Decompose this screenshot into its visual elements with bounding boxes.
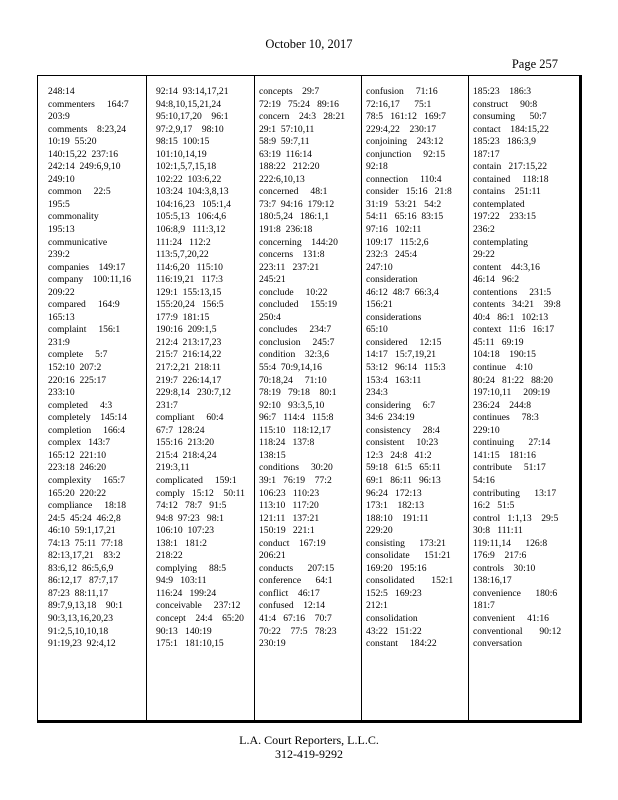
index-entry-line: 230:19 [259, 638, 286, 650]
index-entry-line: communicative [48, 236, 108, 248]
index-entry-line: considered 12:15 [366, 336, 442, 348]
index-entry-line: 63:19 116:14 [259, 148, 312, 160]
index-entry-line: 116:24 199:24 [156, 587, 217, 599]
index-entry-line: 34:6 234:19 [366, 412, 415, 424]
index-entry-line: content 44:3,16 [473, 261, 540, 273]
reporter-phone: 312-419-9292 [275, 747, 343, 761]
index-entry-line: 104:16,23 105:1,4 [156, 198, 231, 210]
index-entry-line: consideration [366, 274, 418, 286]
index-entry-line: 233:10 [48, 387, 75, 399]
index-entry-line: compliance 18:18 [48, 500, 127, 512]
column-divider [361, 76, 362, 720]
index-entry-line: 39:1 76:19 77:2 [259, 474, 332, 486]
index-entry-line: 185:23 186:3 [473, 86, 532, 97]
index-entry-line: controls 30:10 [473, 562, 536, 574]
index-entry-line: 55:4 70:9,14,16 [259, 362, 322, 374]
index-entry-line: 97:2,9,17 98:10 [156, 123, 224, 135]
index-entry-line: compliant 60:4 [156, 412, 224, 424]
index-entry-line: 249:10 [48, 173, 75, 185]
index-entry-line: concepts 29:7 [259, 86, 320, 97]
index-entry-line: continuing 27:14 [473, 437, 551, 449]
index-entry-line: 31:19 53:21 54:2 [366, 198, 442, 210]
index-entry-line: 141:15 181:16 [473, 449, 536, 461]
index-entry-line: 92:10 93:3,5,10 [259, 399, 325, 411]
index-entry-line: 188:10 191:11 [366, 512, 429, 524]
index-entry-line: 74:13 75:11 77:18 [48, 537, 123, 549]
index-entry-line: continue 4:10 [473, 362, 533, 374]
index-entry-line: 78:5 161:12 169:7 [366, 111, 446, 123]
index-entry-line: comments 8:23,24 [48, 123, 127, 135]
index-entry-line: 106:23 110:23 [259, 487, 320, 499]
index-entry-line: 176:9 217:6 [473, 550, 527, 562]
index-entry-line: 165:13 [48, 311, 75, 323]
index-entry-line: 16:2 51:5 [473, 500, 515, 512]
index-entry-line: 197:22 233:15 [473, 211, 536, 223]
index-entry-line: 222:6,10,13 [259, 173, 305, 185]
index-entry-line: 247:10 [366, 261, 393, 273]
index-entry-line: 74:12 78:7 91:5 [156, 500, 227, 512]
index-entry-line: 229:8,14 230:7,12 [156, 387, 231, 399]
index-entry-line: 92:18 [366, 161, 388, 173]
index-entry-line: 92:14 93:14,17,21 [156, 86, 229, 97]
index-entry-line: 10:19 55:20 [48, 136, 97, 148]
index-entry-line: 155:16 213:20 [156, 437, 215, 449]
index-entry-line: 215:4 218:4,24 [156, 449, 217, 461]
index-entry-line: contribute 51:17 [473, 462, 546, 474]
index-entry-line: 190:16 209:1,5 [156, 324, 217, 336]
index-entry-line: 106:10 107:23 [156, 525, 215, 537]
index-entry-line: 195:13 [48, 224, 75, 236]
index-entry-line: control 1:1,13 29:5 [473, 512, 559, 524]
index-column-3 [259, 86, 345, 651]
index-entry-line: contemplating [473, 236, 528, 248]
index-entry-line: 82:13,17,21 83:2 [48, 550, 121, 562]
index-entry-line: conclusion 245:7 [259, 336, 335, 348]
index-entry-line: consistent 10:23 [366, 437, 439, 449]
index-entry-line: common 22:5 [48, 186, 111, 198]
index-entry-line: 78:19 79:18 80:1 [259, 387, 337, 399]
index-entry-line: 229:20 [366, 525, 393, 537]
index-entry-line: conversation [473, 638, 523, 650]
index-entry-line: 165:20 220:22 [48, 487, 107, 499]
index-entry-line: commenters 164:7 [48, 98, 129, 110]
index-entry-line: connection 110:4 [366, 173, 442, 185]
index-entry-line: 177:9 181:15 [156, 311, 210, 323]
index-entry-line: 173:1 182:13 [366, 500, 425, 512]
index-entry-line: 140:15,22 237:16 [48, 148, 119, 160]
index-entry-line: commonality [48, 211, 99, 223]
index-entry-line: 218:22 [156, 550, 183, 562]
index-entry-line: conceivable 237:12 [156, 600, 241, 612]
index-entry-line: 109:17 115:2,6 [366, 236, 429, 248]
index-column-4 [366, 86, 453, 651]
index-entry-line: contemplated [473, 198, 525, 210]
index-entry-line: 121:11 137:21 [259, 512, 320, 524]
index-entry-line: 46:10 59:1,17,21 [48, 525, 116, 537]
page-number: Page 257 [511, 57, 558, 71]
index-column-5 [473, 86, 561, 651]
index-entry-line: 223:18 246:20 [48, 462, 107, 474]
index-entry-line: 101:10,14,19 [156, 148, 207, 160]
index-entry-line: 72:19 75:24 89:16 [259, 98, 339, 110]
index-entry-line: 72:16,17 75:1 [366, 98, 432, 110]
index-entry-line: 69:1 86:11 96:13 [366, 474, 441, 486]
index-entry-line: 30:8 111:11 [473, 525, 523, 537]
index-entry-line: completion 166:4 [48, 424, 126, 436]
index-entry-line: 188:22 212:20 [259, 161, 320, 173]
index-entry-line: 229:4,22 230:17 [366, 123, 437, 135]
index-entry-line: 94:8 97:23 98:1 [156, 512, 224, 524]
index-entry-line: 231:7 [156, 399, 178, 411]
index-entry-line: 234:3 [366, 387, 388, 399]
index-entry-line: 175:1 181:10,15 [156, 638, 224, 650]
index-entry-line: 105:5,13 106:4,6 [156, 211, 227, 223]
index-entry-line: 91:19,23 92:4,12 [48, 638, 116, 650]
index-entry-line: 116:19,21 117:3 [156, 274, 223, 286]
index-entry-line: 54:11 65:16 83:15 [366, 211, 444, 223]
index-entry-line: 203:9 [48, 111, 70, 123]
index-entry-line: condition 32:3,6 [259, 349, 330, 361]
index-entry-line: contributing 13:17 [473, 487, 557, 499]
index-entry-line: 229:10 [473, 424, 500, 436]
index-entry-line: 46:12 48:7 66:3,4 [366, 286, 439, 298]
index-entry-line: 89:7,9,13,18 90:1 [48, 600, 123, 612]
index-entry-line: 129:1 155:13,15 [156, 286, 222, 298]
index-entry-line: context 11:6 16:17 [473, 324, 555, 336]
index-entry-line: 153:4 163:11 [366, 374, 422, 386]
index-entry-line: conducts 207:15 [259, 562, 335, 574]
index-entry-line: 217:2,21 218:11 [156, 362, 221, 374]
column-divider [254, 76, 255, 720]
index-entry-line: 152:10 207:2 [48, 362, 102, 374]
index-entry-line: 195:5 [48, 198, 70, 210]
index-entry-line: 119:11,14 126:8 [473, 537, 548, 549]
index-entry-line: complex 143:7 [48, 437, 111, 449]
index-entry-line: 113:10 117:20 [259, 500, 319, 512]
index-entry-line: complicated 159:1 [156, 474, 237, 486]
index-entry-line: 43:22 151:22 [366, 625, 422, 637]
index-entry-line: 102:1,5,7,15,18 [156, 161, 217, 173]
index-entry-line: 67:7 128:24 [156, 424, 205, 436]
index-entry-line: 58:9 59:7,11 [259, 136, 310, 148]
index-entry-line: 156:21 [366, 299, 393, 311]
index-entry-line: 98:15 100:15 [156, 136, 210, 148]
index-entry-line: conditions 30:20 [259, 462, 333, 474]
index-entry-line: 14:17 15:7,19,21 [366, 349, 437, 361]
index-entry-line: 54:16 [473, 474, 495, 486]
index-entry-line: constant 184:22 [366, 638, 437, 650]
index-entry-line: 150:19 221:1 [259, 525, 315, 537]
index-entry-line: 232:3 245:4 [366, 249, 417, 261]
index-entry-line: contents 34:21 39:8 [473, 299, 561, 311]
word-index-frame [37, 75, 582, 723]
index-entry-line: conduct 167:19 [259, 537, 326, 549]
index-entry-line: 94:9 103:11 [156, 575, 207, 587]
index-entry-line: convenient 41:16 [473, 612, 549, 624]
index-entry-line: conventional 90:12 [473, 625, 562, 637]
index-entry-line: concludes 234:7 [259, 324, 332, 336]
index-entry-line: considerations [366, 311, 422, 323]
index-entry-line: 102:22 103:6,22 [156, 173, 222, 185]
index-entry-line: company 100:11,16 [48, 274, 132, 286]
index-entry-line: 96:24 172:13 [366, 487, 422, 499]
index-entry-line: 103:24 104:3,8,13 [156, 186, 229, 198]
index-entry-line: 90:3,13,16,20,23 [48, 612, 114, 624]
index-entry-line: 250:4 [259, 311, 281, 323]
index-entry-line: 96:7 114:4 115:8 [259, 412, 334, 424]
index-entry-line: 111:24 112:2 [156, 236, 211, 248]
index-entry-line: concerned 48:1 [259, 186, 328, 198]
index-entry-line: 94:8,10,15,21,24 [156, 98, 222, 110]
index-entry-line: companies 149:17 [48, 261, 126, 273]
index-entry-line: 90:13 140:19 [156, 625, 212, 637]
index-entry-line: 114:6,20 115:10 [156, 261, 223, 273]
index-entry-line: complaint 156:1 [48, 324, 121, 336]
index-entry-line: conflict 46:17 [259, 587, 320, 599]
index-entry-line: concluded 155:19 [259, 299, 338, 311]
index-entry-line: 212:1 [366, 600, 388, 612]
index-entry-line: 220:16 225:17 [48, 374, 107, 386]
index-entry-line: contains 251:11 [473, 186, 541, 198]
index-entry-line: 106:8,9 111:3,12 [156, 224, 226, 236]
index-entry-line: 83:6,12 86:5,6,9 [48, 562, 114, 574]
index-entry-line: continues 78:3 [473, 412, 539, 424]
index-entry-line: 45:11 69:19 [473, 336, 524, 348]
index-entry-line: 95:10,17,20 96:1 [156, 111, 229, 123]
index-entry-line: 165:12 221:10 [48, 449, 107, 461]
index-entry-line: consolidated 152:1 [366, 575, 454, 587]
index-entry-line: 185:23 186:3,9 [473, 136, 536, 148]
reporter-name: L.A. Court Reporters, L.L.C. [239, 733, 379, 747]
index-entry-line: conclude 10:22 [259, 286, 328, 298]
index-entry-line: 212:4 213:17,23 [156, 336, 222, 348]
index-entry-line: construct 90:8 [473, 98, 538, 110]
index-entry-line: 29:22 [473, 249, 495, 261]
index-entry-line: completely 145:14 [48, 412, 127, 424]
index-entry-line: 219:7 226:14,17 [156, 374, 222, 386]
index-entry-line: concern 24:3 28:21 [259, 111, 346, 123]
index-entry-line: 248:14 [48, 86, 75, 97]
index-entry-line: 97:16 102:11 [366, 224, 422, 236]
index-entry-line: 24:5 45:24 46:2,8 [48, 512, 121, 524]
index-entry-line: 29:1 57:10,11 [259, 123, 315, 135]
index-entry-line: consolidation [366, 612, 418, 624]
index-entry-line: 169:20 195:16 [366, 562, 427, 574]
index-column-1 [48, 86, 131, 651]
index-entry-line: 152:5 169:23 [366, 587, 422, 599]
index-entry-line: 70:18,24 71:10 [259, 374, 327, 386]
index-entry-line: 242:14 249:6,9,10 [48, 161, 121, 173]
index-entry-line: concerning 144:20 [259, 236, 338, 248]
index-entry-line: contentions 231:5 [473, 286, 552, 298]
index-entry-line: 40:4 86:1 102:13 [473, 311, 549, 323]
index-entry-line: 41:4 67:16 70:7 [259, 612, 332, 624]
index-entry-line: compared 164:9 [48, 299, 120, 311]
index-entry-line: conjunction 92:15 [366, 148, 446, 160]
column-divider [146, 76, 147, 720]
index-entry-line: 53:12 96:14 115:3 [366, 362, 446, 374]
index-entry-line: 219:3,11 [156, 462, 190, 474]
index-entry-line: 113:5,7,20,22 [156, 249, 209, 261]
index-entry-line: 86:12,17 87:7,17 [48, 575, 119, 587]
index-entry-line: 91:2,5,10,10,18 [48, 625, 109, 637]
index-entry-line: concept 24:4 65:20 [156, 612, 244, 624]
index-entry-line: 87:23 88:11,17 [48, 587, 109, 599]
column-divider [468, 76, 469, 720]
index-entry-line: 231:9 [48, 336, 70, 348]
index-entry-line: 65:10 [366, 324, 388, 336]
index-entry-line: contact 184:15,22 [473, 123, 549, 135]
index-entry-line: contained 118:18 [473, 173, 549, 185]
index-entry-line: 155:20,24 156:5 [156, 299, 224, 311]
index-entry-line: 70:22 77:5 78:23 [259, 625, 337, 637]
index-entry-line: concerns 131:8 [259, 249, 325, 261]
index-entry-line: 209:22 [48, 286, 75, 298]
index-entry-line: considering 6:7 [366, 399, 436, 411]
index-entry-line: 104:18 190:15 [473, 349, 536, 361]
index-entry-line: 223:11 237:21 [259, 261, 320, 273]
index-entry-line: complete 5:7 [48, 349, 108, 361]
index-entry-line: completed 4:3 [48, 399, 113, 411]
index-entry-line: 73:7 94:16 179:12 [259, 198, 335, 210]
index-entry-line: consolidate 151:21 [366, 550, 451, 562]
index-entry-line: 206:21 [259, 550, 286, 562]
index-entry-line: conjoining 243:12 [366, 136, 444, 148]
index-entry-line: 236:24 244:8 [473, 399, 532, 411]
index-entry-line: consider 15:16 21:8 [366, 186, 452, 198]
index-entry-line: 236:2 [473, 224, 495, 236]
index-entry-line: contain 217:15,22 [473, 161, 548, 173]
index-entry-line: 138:1 181:2 [156, 537, 207, 549]
index-entry-line: complying 88:5 [156, 562, 227, 574]
index-entry-line: conference 64:1 [259, 575, 333, 587]
deposition-date: October 10, 2017 [265, 37, 353, 51]
index-entry-line: convenience 180:6 [473, 587, 558, 599]
index-entry-line: 181:7 [473, 600, 495, 612]
index-entry-line: comply 15:12 50:11 [156, 487, 245, 499]
index-entry-line: confusion 71:16 [366, 86, 438, 97]
index-entry-line: 239:2 [48, 249, 70, 261]
index-entry-line: 187:17 [473, 148, 500, 160]
index-entry-line: 80:24 81:22 88:20 [473, 374, 553, 386]
index-entry-line: 245:21 [259, 274, 286, 286]
index-entry-line: 12:3 24:8 41:2 [366, 449, 432, 461]
index-entry-line: 138:16,17 [473, 575, 512, 587]
index-entry-line: 215:7 216:14,22 [156, 349, 222, 361]
index-entry-line: 180:5,24 186:1,1 [259, 211, 330, 223]
index-entry-line: 115:10 118:12,17 [259, 424, 331, 436]
index-entry-line: consisting 173:21 [366, 537, 446, 549]
index-entry-line: 46:14 96:2 [473, 274, 520, 286]
index-entry-line: 59:18 61:5 65:11 [366, 462, 441, 474]
index-entry-line: 138:15 [259, 449, 286, 461]
index-entry-line: complexity 165:7 [48, 474, 126, 486]
index-entry-line: confused 12:14 [259, 600, 326, 612]
index-entry-line: consuming 50:7 [473, 111, 547, 123]
index-column-2 [156, 86, 245, 651]
index-entry-line: 191:8 236:18 [259, 224, 313, 236]
index-entry-line: 197:10,11 209:19 [473, 387, 550, 399]
index-entry-line: 118:24 137:8 [259, 437, 315, 449]
index-entry-line: consistency 28:4 [366, 424, 440, 436]
